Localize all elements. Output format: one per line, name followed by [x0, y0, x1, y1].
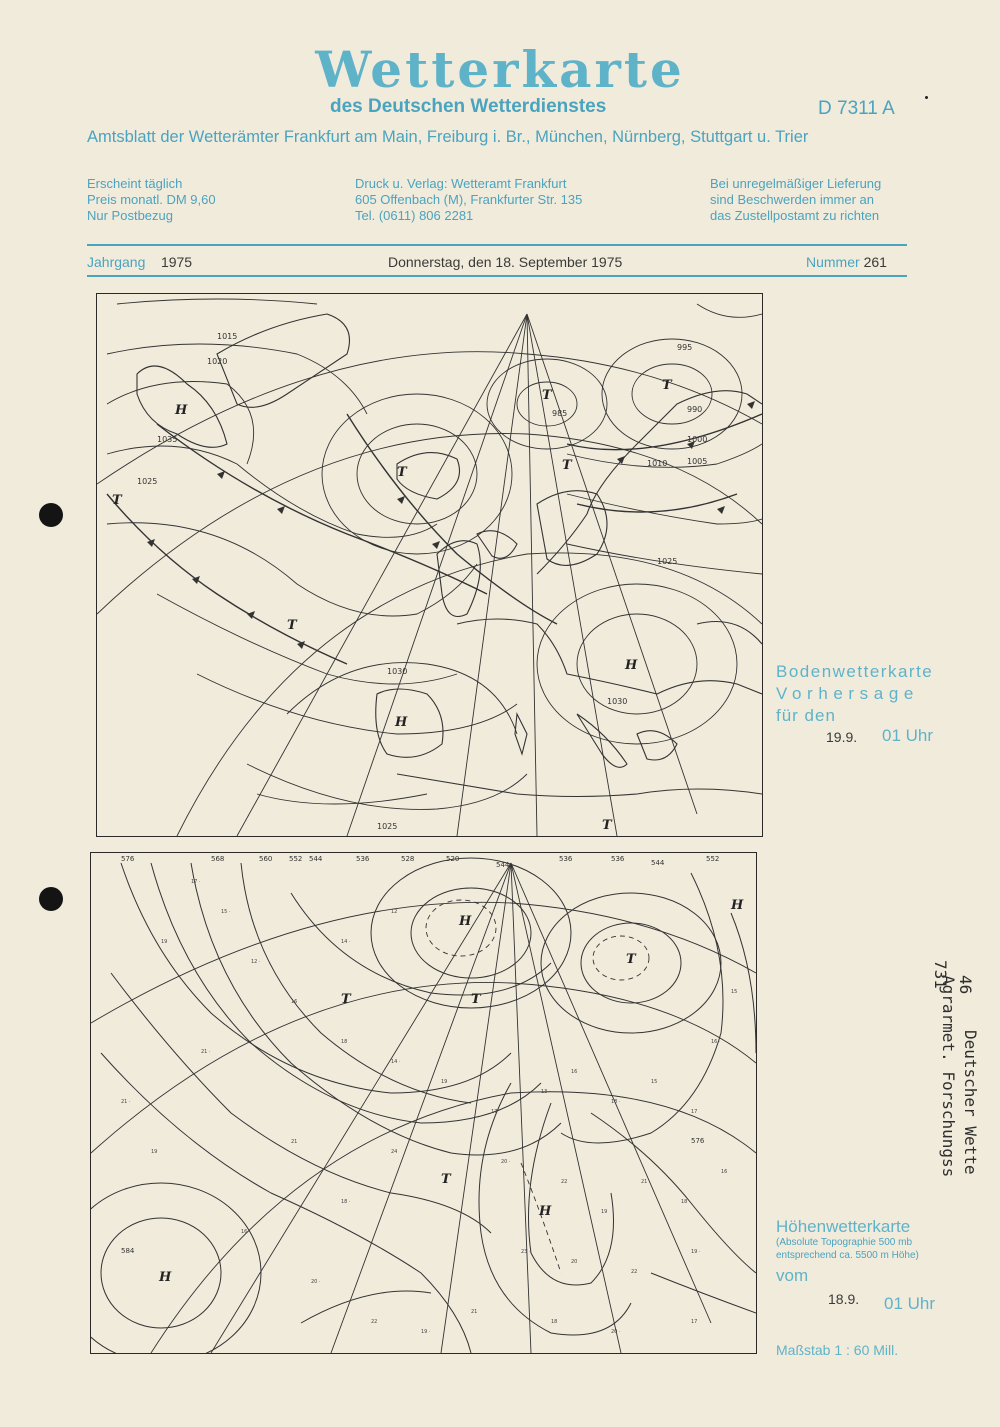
svg-text:20: 20	[571, 1259, 578, 1265]
isobar-label: 1010	[647, 459, 668, 468]
low-center: T	[626, 952, 636, 967]
svg-text:23 ·: 23 ·	[521, 1249, 531, 1255]
contour-label: 544	[309, 855, 323, 863]
header-rule-bottom	[87, 275, 907, 277]
newspaper-subtitle: des Deutschen Wetterdienstes	[330, 96, 607, 117]
svg-text:21 ·: 21 ·	[121, 1099, 131, 1105]
svg-text:19: 19	[151, 1149, 158, 1155]
isobar-label: 1030	[607, 697, 628, 706]
library-stamp-line2: Agrarmet. Forschungss	[939, 975, 958, 1178]
station-plots	[121, 879, 737, 1335]
contour-label: 576	[121, 855, 135, 863]
svg-text:21: 21	[291, 1139, 298, 1145]
low-center: T	[341, 992, 351, 1007]
contour-label: 552	[706, 855, 720, 863]
svg-text:17: 17	[491, 1109, 498, 1115]
high-pressure-center: H	[625, 658, 638, 673]
isobar-label: 1025	[657, 557, 678, 566]
latitude-circles	[91, 902, 756, 1353]
low-pressure-center: T	[112, 493, 122, 508]
contour-label: 560	[259, 855, 273, 863]
svg-text:19 ·: 19 ·	[421, 1329, 431, 1335]
surface-map-caption-forecast: Vorhersage	[776, 684, 919, 703]
upper-map-caption-note1: (Absolute Topographie 500 mb	[776, 1237, 913, 1248]
svg-text:19: 19	[161, 939, 168, 945]
svg-text:12: 12	[391, 909, 398, 915]
isobar-label: 1035	[157, 435, 178, 444]
publication-code: D 7311 A	[818, 98, 895, 119]
isobar-label: 1020	[207, 357, 228, 366]
upper-map-caption-title: Höhenwetterkarte	[776, 1217, 911, 1236]
info-line: sind Beschwerden immer an	[710, 192, 875, 207]
issue-number-label: Nummer	[806, 254, 860, 270]
low-pressure-center: T	[662, 378, 672, 393]
contour-label: 568	[211, 855, 225, 863]
pressure-centers	[158, 898, 744, 1285]
surface-map-time: 01 Uhr	[882, 726, 934, 745]
svg-text:21 ·: 21 ·	[641, 1179, 651, 1185]
print-dot	[925, 96, 928, 99]
contour-label: 544	[496, 861, 510, 869]
isobar-label: 1025	[137, 477, 158, 486]
info-line: das Zustellpostamt zu richten	[710, 208, 880, 223]
map-scale: Maßstab 1 : 60 Mill.	[776, 1342, 899, 1358]
isobar-label: 1025	[377, 822, 398, 831]
contour-label: 520	[446, 855, 460, 863]
contour-label: 536	[559, 855, 573, 863]
contour-label: 584	[121, 1247, 135, 1255]
upper-map-caption-note2: entsprechend ca. 5500 m Höhe)	[776, 1250, 919, 1261]
svg-text:16: 16	[291, 999, 298, 1005]
upper-map-caption-from: vom	[776, 1266, 809, 1285]
svg-text:14 ·: 14 ·	[341, 939, 351, 945]
upper-map-time: 01 Uhr	[884, 1294, 936, 1313]
isobar-label: 1030	[387, 667, 408, 676]
low-center: T	[441, 1172, 451, 1187]
high-center: H	[539, 1204, 552, 1219]
svg-text:17: 17	[691, 1109, 698, 1115]
svg-text:16: 16	[241, 1229, 248, 1235]
svg-text:19: 19	[441, 1079, 448, 1085]
svg-text:14 ·: 14 ·	[391, 1059, 401, 1065]
contour-label: 528	[401, 855, 415, 863]
newspaper-title: Wetterkarte	[315, 40, 685, 99]
isobar-label: 995	[677, 343, 693, 352]
punch-hole	[39, 503, 63, 527]
high-center: H	[159, 1270, 172, 1285]
high-pressure-center: H	[175, 403, 188, 418]
front-markers	[147, 401, 755, 649]
isobar-label: 1005	[687, 457, 708, 466]
info-line: Bei unregelmäßiger Lieferung	[710, 176, 882, 191]
svg-text:18 ·: 18 ·	[341, 1199, 351, 1205]
library-stamp-line1: Deutscher Wette	[961, 1030, 980, 1175]
subscription-info	[87, 176, 216, 224]
delivery-info	[710, 176, 881, 224]
high-center: H	[459, 914, 472, 929]
high-center: H	[731, 898, 744, 913]
svg-text:20 ·: 20 ·	[501, 1159, 511, 1165]
contour-label: 576	[691, 1137, 705, 1145]
svg-text:18: 18	[341, 1039, 348, 1045]
punch-hole	[39, 887, 63, 911]
low-pressure-center: T	[397, 465, 407, 480]
contour-label: 552	[289, 855, 303, 863]
header-rule-top	[87, 244, 907, 246]
isobar-label: 1000	[687, 435, 708, 444]
volume-year: 1975	[160, 254, 193, 270]
stamp-mark: 46	[956, 975, 975, 995]
low-center: T	[471, 992, 481, 1007]
svg-text:16: 16	[571, 1069, 578, 1075]
svg-text:18 ·: 18 ·	[611, 1099, 621, 1105]
svg-text:21: 21	[471, 1309, 478, 1315]
contour-label: 544	[651, 859, 665, 867]
isobars	[107, 299, 762, 809]
meridians	[237, 314, 697, 836]
surface-map-date: 19.9.	[826, 729, 858, 745]
official-gazette-line: Amtsblatt der Wetterämter Frankfurt am Main, Freiburg i. Br., München, Nürnberg, Stuttgart u. Trier	[87, 128, 809, 146]
low-pressure-center: T	[562, 458, 572, 473]
info-line: Preis monatl. DM 9,60	[87, 192, 216, 207]
svg-text:22: 22	[371, 1319, 378, 1325]
contour-lines	[91, 858, 756, 1353]
svg-text:15: 15	[651, 1079, 658, 1085]
info-line: Tel. (0611) 806 2281	[355, 208, 474, 223]
svg-text:15: 15	[731, 989, 738, 995]
volume	[87, 254, 192, 270]
upper-map-date: 18.9.	[828, 1291, 860, 1307]
meridians	[211, 863, 711, 1353]
isobar-label: 990	[687, 405, 703, 414]
issue-date: Donnerstag, den 18. September 1975	[388, 254, 623, 270]
isobar-label: 985	[552, 409, 568, 418]
info-line: Erscheint täglich	[87, 176, 183, 191]
high-pressure-center: H	[395, 715, 408, 730]
latitude-circles	[97, 352, 762, 836]
low-pressure-center: T	[542, 388, 552, 403]
svg-text:22: 22	[561, 1179, 568, 1185]
svg-text:17: 17	[691, 1319, 698, 1325]
svg-text:16 ·: 16 ·	[711, 1039, 721, 1045]
svg-text:22: 22	[631, 1269, 638, 1275]
svg-text:18: 18	[551, 1319, 558, 1325]
issue-number	[806, 254, 887, 270]
svg-text:19: 19	[601, 1209, 608, 1215]
contour-label: 536	[611, 855, 625, 863]
upper-air-map	[90, 852, 757, 1354]
isobar-label: 1015	[217, 332, 238, 341]
svg-text:21 ·: 21 ·	[201, 1049, 211, 1055]
svg-text:17 ·: 17 ·	[191, 879, 201, 885]
surface-map-caption-title: Bodenwetterkarte	[776, 662, 934, 681]
surface-map-caption-for: für den	[776, 706, 836, 725]
issue-number-value: 261	[863, 254, 887, 270]
contour-label: 536	[356, 855, 370, 863]
svg-text:20 ·: 20 ·	[611, 1329, 621, 1335]
svg-text:18: 18	[681, 1199, 688, 1205]
low-pressure-center: T	[602, 818, 612, 833]
svg-text:16: 16	[721, 1169, 728, 1175]
svg-text:13 ·: 13 ·	[541, 1089, 551, 1095]
info-line: Nur Postbezug	[87, 208, 173, 223]
info-line: 605 Offenbach (M), Frankfurter Str. 135	[355, 192, 583, 207]
volume-label: Jahrgang	[87, 254, 146, 270]
low-pressure-center: T	[287, 618, 297, 633]
svg-text:20 ·: 20 ·	[311, 1279, 321, 1285]
stamp-mark: 731	[931, 960, 950, 989]
svg-text:19 ·: 19 ·	[691, 1249, 701, 1255]
info-line: Druck u. Verlag: Wetteramt Frankfurt	[355, 176, 567, 191]
svg-text:24: 24	[391, 1149, 398, 1155]
svg-text:15 ·: 15 ·	[221, 909, 231, 915]
surface-weather-map	[96, 293, 763, 837]
svg-text:12 ·: 12 ·	[251, 959, 261, 965]
publisher-info	[355, 176, 582, 224]
